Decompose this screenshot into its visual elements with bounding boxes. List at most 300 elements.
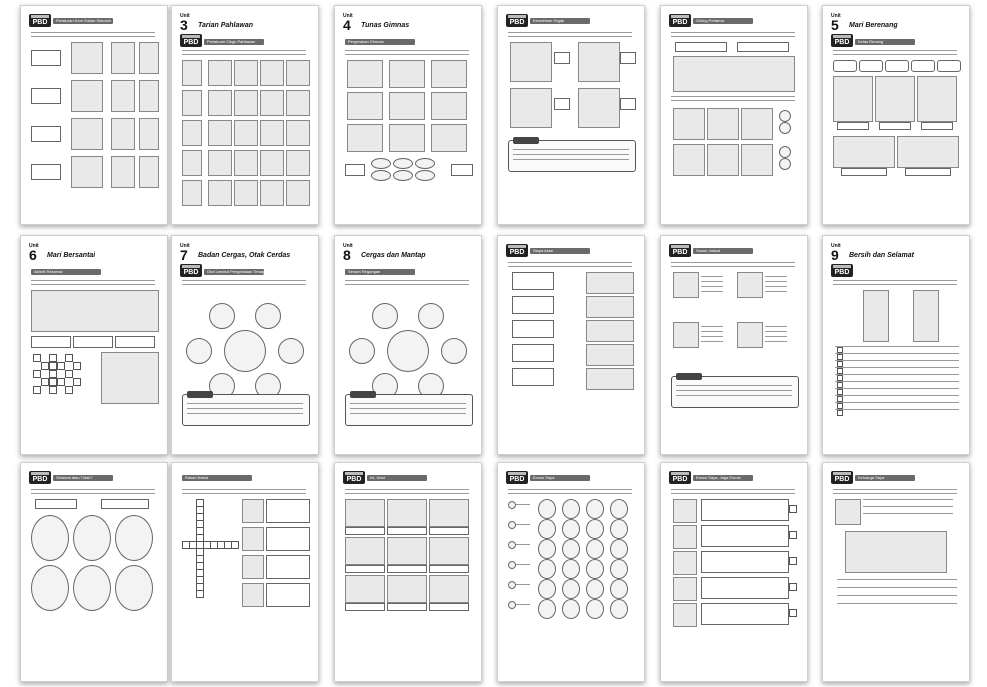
figure — [111, 118, 135, 150]
section-band-text: Kemahiran Tegak — [533, 18, 565, 23]
face-figure — [538, 499, 556, 519]
table-rule — [835, 395, 959, 396]
answer-box[interactable] — [31, 126, 61, 142]
text-line — [508, 262, 632, 263]
text-line — [516, 584, 530, 585]
text-line — [676, 390, 792, 391]
figure — [260, 60, 284, 86]
crossword-cell[interactable] — [33, 386, 41, 394]
figure — [345, 499, 385, 527]
bullet — [508, 541, 516, 549]
oval-blank[interactable] — [371, 170, 391, 181]
pose-figure — [347, 92, 383, 120]
unit-label: Unit — [29, 243, 39, 249]
text-line — [765, 286, 787, 287]
section-band-text: Perlakuan Cikgu Pahlawan — [207, 39, 256, 44]
unit-title: Mari Berenang — [849, 22, 898, 29]
worksheet-page-9[interactable] — [334, 235, 482, 455]
figure — [182, 60, 202, 86]
figure — [71, 118, 103, 150]
unit-header — [343, 244, 353, 262]
text-line — [676, 395, 792, 396]
answer-box[interactable] — [345, 565, 385, 573]
answer-box[interactable] — [737, 42, 789, 52]
answer-box[interactable] — [512, 320, 554, 338]
worksheet-page-3[interactable] — [334, 5, 482, 225]
face-figure — [586, 499, 604, 519]
section-band-text: Emosi Saya — [533, 475, 555, 480]
worksheet-page-2[interactable] — [171, 5, 319, 225]
face-figure — [610, 579, 628, 599]
pbd-badge-text: PBD — [183, 39, 199, 46]
text-line — [31, 489, 155, 490]
figure — [833, 76, 873, 122]
text-line — [701, 336, 723, 337]
note-box — [345, 394, 473, 426]
crossword-cell[interactable] — [73, 362, 81, 370]
answer-box[interactable] — [31, 88, 61, 104]
pbd-badge-text: PBD — [834, 39, 850, 46]
pose-figure — [431, 92, 467, 120]
word-box[interactable] — [859, 60, 883, 72]
figure — [234, 90, 258, 116]
text-line — [833, 284, 957, 285]
oval-blank[interactable] — [415, 158, 435, 169]
figure — [182, 180, 202, 206]
figure — [234, 120, 258, 146]
word-box[interactable] — [911, 60, 935, 72]
section-band — [204, 269, 267, 275]
pbd-badge — [180, 34, 202, 47]
figure — [835, 499, 861, 525]
text-line — [31, 284, 155, 285]
figure — [875, 76, 915, 122]
center-circle — [224, 330, 266, 372]
note-box — [182, 394, 310, 426]
scene-oval — [115, 515, 153, 561]
section-band-text: Selamat atau Tidak? — [56, 475, 93, 480]
text-line — [187, 408, 303, 409]
table-rule — [835, 374, 959, 375]
figure — [111, 156, 135, 188]
text-line — [508, 266, 632, 267]
oval-blank[interactable] — [415, 170, 435, 181]
section-band — [204, 39, 264, 45]
figure — [586, 272, 634, 294]
unit-title: Cergas dan Mantap — [361, 252, 426, 259]
text-line — [701, 331, 723, 332]
text-line — [671, 489, 795, 490]
crossword-cell[interactable] — [57, 362, 65, 370]
crossword-cell[interactable] — [49, 386, 57, 394]
text-line — [833, 489, 957, 490]
pbd-badge-text: PBD — [346, 476, 362, 483]
text-line — [31, 36, 155, 37]
pose-figure — [389, 60, 425, 88]
figure — [260, 90, 284, 116]
worksheet-page-14[interactable] — [171, 462, 319, 682]
crossword-cell[interactable] — [196, 590, 204, 598]
text-line — [516, 504, 530, 505]
text-line — [671, 32, 795, 33]
table-rule — [835, 360, 959, 361]
worksheet-page-17[interactable] — [660, 462, 808, 682]
pbd-badge-text: PBD — [32, 19, 48, 26]
figure — [737, 322, 763, 348]
note-header — [676, 373, 702, 380]
worksheet-page-8[interactable] — [171, 235, 319, 455]
pbd-badge — [506, 14, 528, 27]
figure-circle — [278, 338, 304, 364]
figure — [234, 180, 258, 206]
text-line — [863, 506, 953, 507]
clue-box[interactable] — [266, 555, 310, 579]
figure — [286, 150, 310, 176]
answer-box[interactable] — [429, 527, 469, 535]
text-line — [350, 403, 466, 404]
figure — [286, 120, 310, 146]
speech-box — [701, 525, 789, 547]
answer-box[interactable] — [31, 164, 61, 180]
face-figure — [610, 559, 628, 579]
crossword-cell[interactable] — [41, 362, 49, 370]
answer-box[interactable] — [620, 98, 636, 110]
answer-box[interactable] — [451, 164, 473, 176]
text-line — [701, 281, 723, 282]
pose-figure — [389, 124, 425, 152]
worksheet-page-1[interactable] — [20, 5, 168, 225]
answer-box[interactable] — [345, 164, 365, 176]
text-line — [837, 579, 957, 580]
answer-box[interactable] — [31, 50, 61, 66]
figure — [234, 150, 258, 176]
crossword-cell[interactable] — [49, 370, 57, 378]
label-box — [101, 499, 149, 509]
check-circle[interactable] — [779, 146, 791, 158]
clue-box[interactable] — [266, 499, 310, 523]
figure — [586, 368, 634, 390]
figure — [139, 118, 159, 150]
figure — [387, 499, 427, 527]
figure — [260, 180, 284, 206]
text-line — [516, 564, 530, 565]
crossword-cell[interactable] — [49, 378, 57, 386]
text-line — [671, 262, 795, 263]
text-line — [765, 336, 787, 337]
table-rule — [835, 409, 959, 410]
section-band-text: Peraturan Kem Sukan Sekolah — [56, 18, 111, 23]
unit-title: Tunas Gimnas — [361, 22, 410, 29]
worksheet-page-13[interactable] — [20, 462, 168, 682]
figure — [586, 320, 634, 342]
pbd-badge — [506, 471, 528, 484]
face-figure — [586, 519, 604, 539]
text-line — [701, 286, 723, 287]
oval-blank[interactable] — [393, 170, 413, 181]
figure-circle — [418, 303, 444, 329]
pbd-badge — [343, 471, 365, 484]
text-line — [31, 32, 155, 33]
text-line — [182, 50, 306, 51]
figure — [111, 80, 135, 112]
unit-title: Bersih dan Selamat — [849, 252, 914, 259]
face-figure — [538, 539, 556, 559]
figure — [286, 180, 310, 206]
text-line — [345, 54, 469, 55]
answer-box[interactable] — [675, 42, 727, 52]
text-line — [765, 326, 787, 327]
figure — [139, 80, 159, 112]
section-band-text: Ini, Ubat — [370, 475, 385, 480]
speech-box — [701, 499, 789, 521]
text-line — [345, 284, 469, 285]
answer-box[interactable] — [512, 344, 554, 362]
answer-box[interactable] — [345, 527, 385, 535]
unit-label: Unit — [343, 13, 353, 19]
face-figure — [586, 559, 604, 579]
answer-box[interactable] — [387, 565, 427, 573]
face-figure — [538, 559, 556, 579]
figure — [242, 499, 264, 523]
pbd-badge-text: PBD — [672, 19, 688, 26]
answer-box[interactable] — [554, 52, 570, 64]
word-box[interactable] — [937, 60, 961, 72]
section-band-text: Kelas Renang — [858, 39, 884, 44]
crossword-cell[interactable] — [49, 362, 57, 370]
section-band — [855, 39, 915, 45]
figure — [208, 90, 232, 116]
text-line — [701, 291, 723, 292]
pbd-badge-text: PBD — [183, 269, 199, 276]
crossword-cell[interactable] — [231, 541, 239, 549]
figure — [387, 537, 427, 565]
answer-box[interactable] — [841, 168, 887, 176]
checkbox[interactable] — [789, 531, 797, 539]
text-line — [182, 280, 306, 281]
clue-box[interactable] — [266, 583, 310, 607]
crossword-cell[interactable] — [65, 354, 73, 362]
answer-box[interactable] — [837, 122, 869, 130]
pose-figure — [347, 124, 383, 152]
crossword-cell[interactable] — [33, 354, 41, 362]
text-line — [345, 489, 469, 490]
pose-figure — [347, 60, 383, 88]
unit-label: Unit — [831, 243, 841, 249]
figure-circle — [186, 338, 212, 364]
checkbox[interactable] — [789, 583, 797, 591]
oval-blank[interactable] — [371, 158, 391, 169]
face-figure — [586, 579, 604, 599]
speech-box — [701, 551, 789, 573]
check-circle[interactable] — [779, 122, 791, 134]
crossword-cell[interactable] — [65, 386, 73, 394]
figure — [182, 120, 202, 146]
figure — [673, 272, 699, 298]
figure — [111, 42, 135, 74]
answer-box[interactable] — [31, 336, 71, 348]
text-line — [187, 413, 303, 414]
figure — [31, 290, 159, 332]
text-line — [31, 280, 155, 281]
section-band-text: Pergerakan Gimnas — [348, 39, 384, 44]
family-figure — [845, 531, 947, 573]
section-band-text: Senam Regangan — [348, 269, 381, 274]
crossword-cell[interactable] — [49, 354, 57, 362]
crossword-cell[interactable] — [33, 370, 41, 378]
section-band — [345, 269, 415, 275]
figure — [208, 180, 232, 206]
text-line — [676, 385, 792, 386]
answer-box[interactable] — [429, 603, 469, 611]
answer-box[interactable] — [620, 52, 636, 64]
answer-box[interactable] — [115, 336, 155, 348]
crossword-cell[interactable] — [57, 378, 65, 386]
unit-header — [831, 14, 841, 32]
unit-number: 8 — [343, 247, 351, 263]
section-band-text: Siapa Akan — [533, 248, 554, 253]
face-figure — [538, 519, 556, 539]
worksheet-page-10[interactable] — [497, 235, 645, 455]
text-line — [701, 326, 723, 327]
figure — [139, 156, 159, 188]
section-band-text: Keluarga Saya — [858, 475, 885, 480]
text-line — [508, 36, 632, 37]
text-line — [765, 331, 787, 332]
unit-number: 7 — [180, 247, 188, 263]
pbd-badge-text: PBD — [32, 476, 48, 483]
figure — [833, 136, 895, 168]
answer-box[interactable] — [345, 603, 385, 611]
pbd-badge — [506, 244, 528, 257]
worksheet-page-11[interactable] — [660, 235, 808, 455]
answer-box[interactable] — [879, 122, 911, 130]
figure — [208, 60, 232, 86]
pbd-badge — [831, 264, 853, 277]
section-band-text: Rakan Nakal — [185, 475, 208, 480]
checkbox[interactable] — [789, 557, 797, 565]
figure — [510, 88, 552, 128]
pbd-badge — [831, 471, 853, 484]
text-line — [765, 281, 787, 282]
figure — [101, 352, 159, 404]
note-header — [187, 391, 213, 398]
worksheet-page-15[interactable] — [334, 462, 482, 682]
label-box — [35, 499, 77, 509]
clue-box[interactable] — [266, 527, 310, 551]
text-line — [508, 32, 632, 33]
oval-blank[interactable] — [393, 158, 413, 169]
figure — [673, 144, 705, 176]
figure — [71, 156, 103, 188]
text-line — [863, 513, 953, 514]
worksheet-page-7[interactable] — [20, 235, 168, 455]
checkbox[interactable] — [789, 609, 797, 617]
face-figure — [562, 579, 580, 599]
worksheet-page-4[interactable] — [497, 5, 645, 225]
section-band — [530, 248, 590, 254]
worksheet-page-6[interactable] — [822, 5, 970, 225]
section-band-text: Emosi Saya, Jaga Emosi — [696, 475, 741, 480]
scene-oval — [31, 515, 69, 561]
note-header — [350, 391, 376, 398]
figure — [71, 80, 103, 112]
text-line — [345, 493, 469, 494]
answer-box[interactable] — [554, 98, 570, 110]
face-figure — [562, 499, 580, 519]
face-figure — [562, 559, 580, 579]
figure — [234, 60, 258, 86]
figure — [510, 42, 552, 82]
checkbox[interactable] — [837, 410, 843, 416]
pbd-badge — [669, 14, 691, 27]
word-box[interactable] — [885, 60, 909, 72]
bullet — [508, 581, 516, 589]
figure — [429, 537, 469, 565]
text-line — [863, 499, 953, 500]
unit-number: 6 — [29, 247, 37, 263]
answer-box[interactable] — [921, 122, 953, 130]
face-figure — [586, 539, 604, 559]
answer-box[interactable] — [429, 565, 469, 573]
figure — [286, 90, 310, 116]
answer-box[interactable] — [905, 168, 951, 176]
table-rule — [835, 402, 959, 403]
worksheet-page-18[interactable] — [822, 462, 970, 682]
face-figure — [538, 579, 556, 599]
text-line — [508, 489, 632, 490]
worksheet-page-12[interactable] — [822, 235, 970, 455]
crossword-cell[interactable] — [41, 378, 49, 386]
answer-box[interactable] — [387, 603, 427, 611]
answer-box[interactable] — [73, 336, 113, 348]
crossword-cell[interactable] — [73, 378, 81, 386]
bullet — [508, 501, 516, 509]
unit-header — [29, 244, 39, 262]
answer-box[interactable] — [387, 527, 427, 535]
checkbox[interactable] — [789, 505, 797, 513]
check-circle[interactable] — [779, 110, 791, 122]
figure — [429, 499, 469, 527]
answer-box[interactable] — [512, 368, 554, 386]
unit-header — [180, 244, 190, 262]
worksheet-page-16[interactable] — [497, 462, 645, 682]
unit-number: 5 — [831, 17, 839, 33]
word-box[interactable] — [833, 60, 857, 72]
text-line — [182, 284, 306, 285]
center-circle — [387, 330, 429, 372]
worksheet-page-5[interactable] — [660, 5, 808, 225]
text-line — [765, 291, 787, 292]
text-line — [671, 266, 795, 267]
text-line — [701, 276, 723, 277]
figure — [897, 136, 959, 168]
pbd-badge-text: PBD — [509, 249, 525, 256]
section-band — [182, 475, 252, 481]
pbd-badge — [669, 244, 691, 257]
figure — [741, 108, 773, 140]
text-line — [765, 341, 787, 342]
section-band — [693, 475, 753, 481]
crossword-cell[interactable] — [65, 370, 73, 378]
check-circle[interactable] — [779, 158, 791, 170]
answer-box[interactable] — [512, 272, 554, 290]
answer-box[interactable] — [512, 296, 554, 314]
bullet — [508, 601, 516, 609]
section-band — [53, 18, 113, 24]
face-figure — [586, 599, 604, 619]
figure — [286, 60, 310, 86]
table-rule — [835, 381, 959, 382]
